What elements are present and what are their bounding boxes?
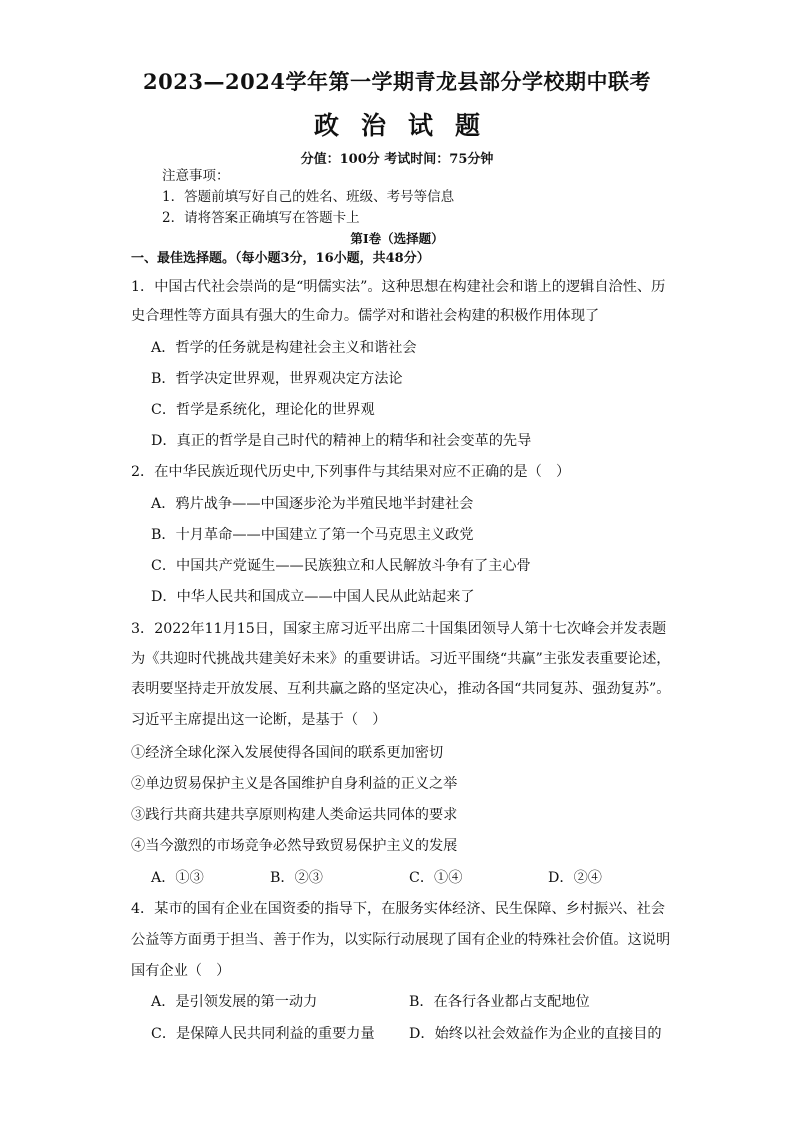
question-1-option-a: A．哲学的任务就是构建社会主义和谐社会 — [151, 340, 417, 356]
question-3-statement-1: ①经济全球化深入发展使得各国间的联系更加密切 — [131, 745, 444, 761]
question-3-line-4: 习近平主席提出这一论断，是基于（ ） — [131, 712, 387, 728]
notice-item-2: 2．请将答案正确填写在答题卡上 — [162, 210, 360, 226]
question-3-option-d: D．②④ — [548, 870, 602, 886]
question-3-line-1: 3．2022年11月15日，国家主席习近平出席二十国集团领导人第十七次峰会并发表题 — [131, 621, 667, 637]
part-title: 第I卷（选择题） — [350, 231, 444, 246]
notice-block — [162, 166, 454, 229]
score-time-line: 分值：100分 考试时间：75分钟 — [300, 152, 494, 167]
exam-title: 2023—2024学年第一学期青龙县部分学校期中联考 — [143, 69, 651, 94]
question-4-option-d: D．始终以社会效益作为企业的直接目的 — [409, 1026, 662, 1042]
question-1-line-2: 史合理性等方面具有强大的生命力。儒学对和谐社会构建的积极作用体现了 — [131, 308, 600, 324]
question-4-line-1: 4．某市的国有企业在国资委的指导下，在服务实体经济、民生保障、乡村振兴、社会 — [131, 901, 665, 917]
question-1-option-c: C．哲学是系统化，理论化的世界观 — [151, 402, 375, 418]
question-2-option-d: D．中华人民共和国成立——中国人民从此站起来了 — [151, 589, 475, 605]
question-3-option-c: C．①④ — [409, 870, 463, 886]
question-3-statement-3: ③践行共商共建共享原则构建人类命运共同体的要求 — [131, 807, 458, 823]
question-1-option-d: D．真正的哲学是自己时代的精神上的精华和社会变革的先导 — [151, 433, 532, 449]
question-3-statement-4: ④当今激烈的市场竞争必然导致贸易保护主义的发展 — [131, 838, 458, 854]
question-2-option-b: B．十月革命——中国建立了第一个马克思主义政党 — [151, 527, 474, 543]
question-1-line-1: 1．中国古代社会崇尚的是“明儒实法”。这种思想在构建社会和谐上的逻辑自洽性、历 — [131, 279, 666, 295]
question-1-option-b: B．哲学决定世界观，世界观决定方法论 — [151, 371, 403, 387]
question-3-statement-2: ②单边贸易保护主义是各国维护自身利益的正义之举 — [131, 776, 458, 792]
question-4-option-a: A．是引领发展的第一动力 — [151, 994, 318, 1010]
question-4-option-b: B．在各行各业都占支配地位 — [409, 994, 590, 1010]
exam-subject: 政治试题 — [313, 111, 502, 140]
question-4-line-3: 国有企业（ ） — [131, 963, 231, 979]
question-4-line-2: 公益等方面勇于担当、善于作为，以实际行动展现了国有企业的特殊社会价值。这说明 — [131, 932, 671, 948]
question-2-option-c: C．中国共产党诞生——民族独立和人民解放斗争有了主心骨 — [151, 558, 531, 574]
question-2-line-1: 2．在中华民族近现代历史中,下列事件与其结果对应不正确的是（ ） — [131, 464, 571, 480]
question-4-option-c: C．是保障人民共同利益的重要力量 — [151, 1026, 375, 1042]
question-3-line-2: 为《共迎时代挑战共建美好未来》的重要讲话。习近平围绕“共赢”主张发表重要论述， — [131, 651, 671, 667]
question-3-line-3: 表明要坚持走开放发展、互利共赢之路的坚定决心，推动各国“共同复苏、强劲复苏”。 — [131, 681, 671, 697]
notice-label: 注意事项： — [162, 168, 230, 184]
question-3-option-b: B．②③ — [270, 870, 323, 886]
notice-item-1: 1．答题前填写好自己的姓名、班级、考号等信息 — [162, 189, 455, 205]
question-2-option-a: A．鸦片战争——中国逐步沦为半殖民地半封建社会 — [151, 496, 474, 512]
section-heading: 一、最佳选择题。（每小题3分，16小题，共48分） — [131, 251, 430, 266]
question-3-option-a: A．①③ — [151, 870, 204, 886]
